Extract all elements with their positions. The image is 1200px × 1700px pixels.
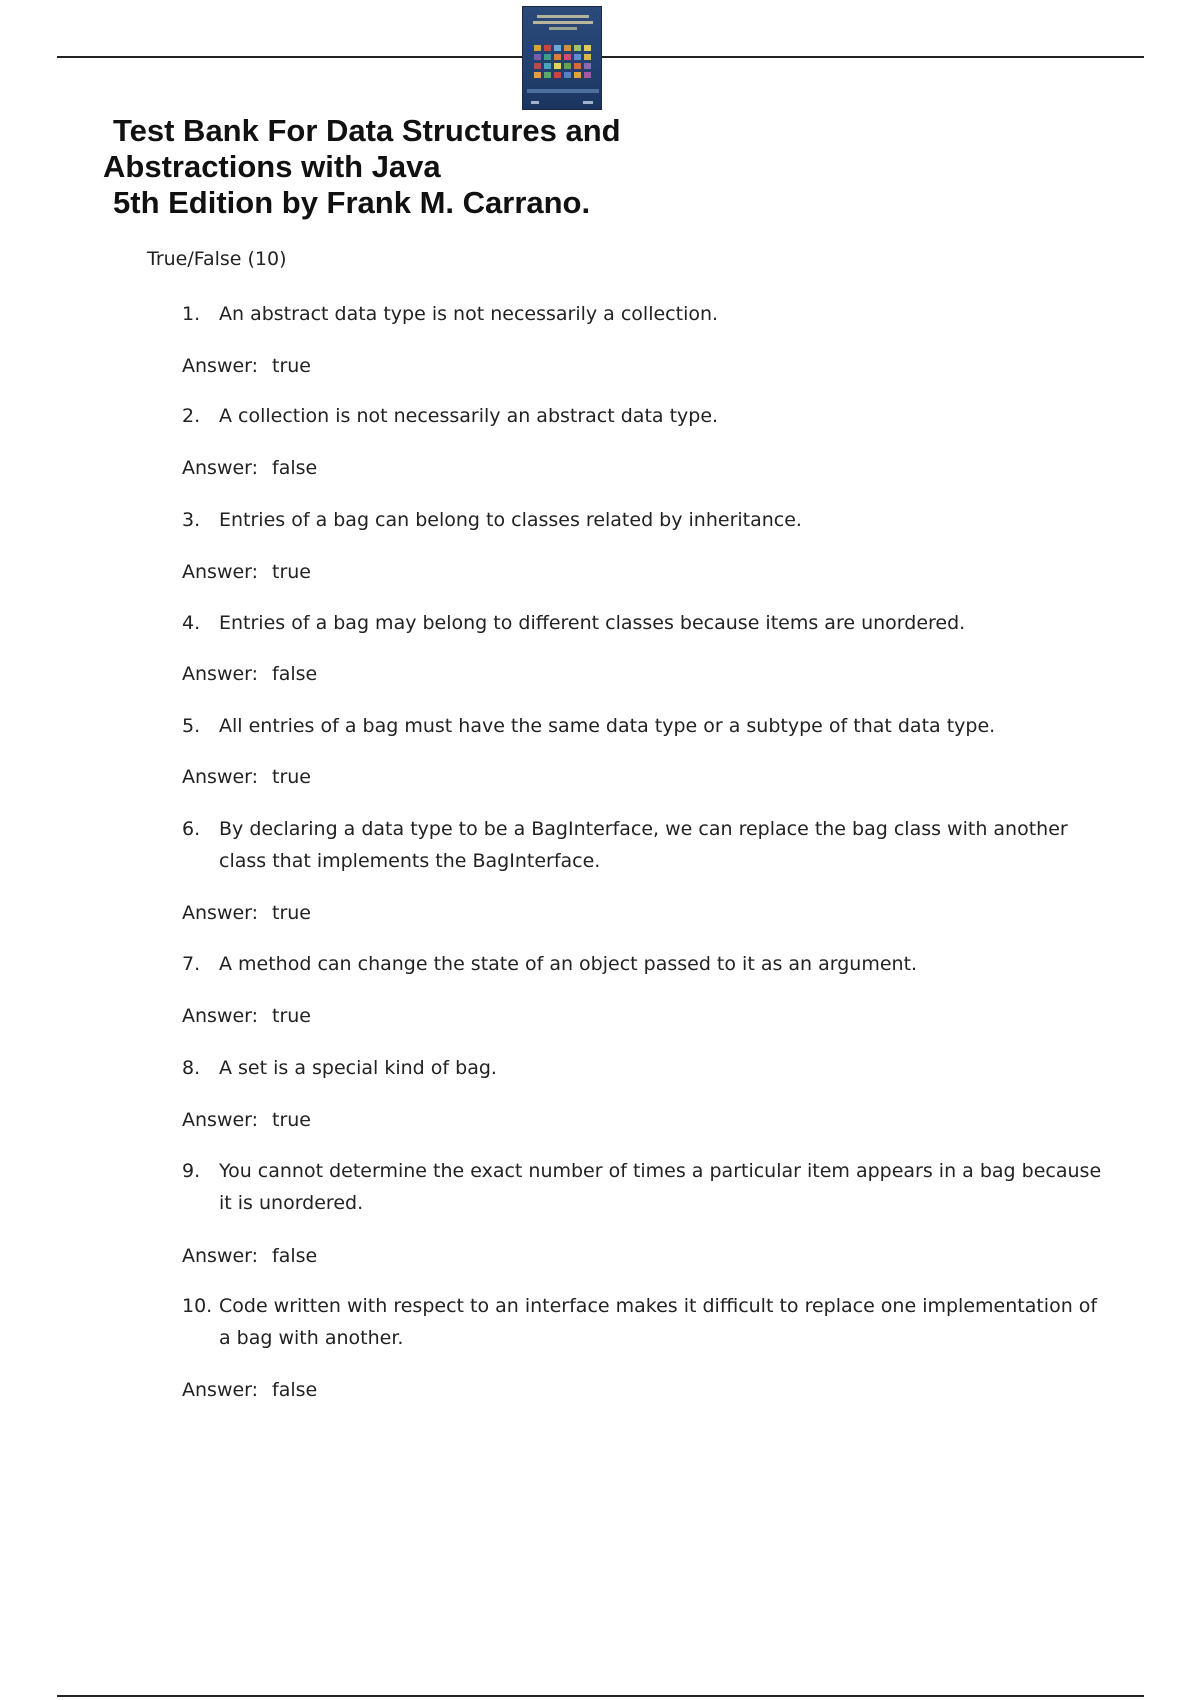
answer-line [182,761,311,793]
answer-line [182,1240,317,1272]
question-text: You cannot determine the exact number of times a particular item appears in a bag because it is unordered. [219,1160,1102,1214]
answer-value: true [272,561,311,583]
question-number: 9. [182,1160,201,1182]
question-number: 3. [182,509,201,531]
answer-value: true [272,902,311,924]
answer-label: Answer: [182,1109,259,1131]
answer-value: false [272,457,318,479]
answer-line [182,556,311,588]
answer-label: Answer: [182,663,259,685]
answer-value: false [272,663,318,685]
answer-label: Answer: [182,561,259,583]
answer-line [182,1104,311,1136]
question-text: A collection is not necessarily an abstract data type. [219,405,719,427]
book-cover-image [522,6,602,110]
answer-value: true [272,1005,311,1027]
question-item [182,813,1102,877]
question-number: 6. [182,818,201,840]
question-number: 5. [182,715,201,737]
answer-value: true [272,766,311,788]
question-item [182,298,1102,330]
answer-value: true [272,1109,311,1131]
answer-value: true [272,355,311,377]
footer-rule [57,1695,1144,1697]
answer-value: false [272,1245,318,1267]
title-line-3: 5th Edition by Frank M. Carrano. [113,185,591,220]
question-item [182,1155,1102,1219]
question-item [182,400,1102,432]
question-number: 4. [182,612,201,634]
question-number: 2. [182,405,201,427]
question-text: An abstract data type is not necessarily a collection. [219,303,719,325]
title-line-2: Abstractions with Java [103,149,441,184]
answer-label: Answer: [182,902,259,924]
question-item [182,948,1102,980]
answer-label: Answer: [182,355,259,377]
question-item [182,504,1102,536]
question-text: Entries of a bag may belong to different classes because items are unordered. [219,612,966,634]
question-text: A set is a special kind of bag. [219,1057,497,1079]
question-number: 7. [182,953,201,975]
question-text: Entries of a bag can belong to classes related by inheritance. [219,509,802,531]
question-number: 10. [182,1295,213,1317]
question-item [182,1052,1102,1084]
question-text: A method can change the state of an object passed to it as an argument. [219,953,918,975]
section-heading: True/False (10) [147,248,287,270]
question-item [182,607,1102,639]
answer-label: Answer: [182,766,259,788]
question-text: All entries of a bag must have the same data type or a subtype of that data type. [219,715,996,737]
answer-line [182,658,317,690]
question-text: By declaring a data type to be a BagInterface, we can replace the bag class with another class that implements the BagInterface. [219,818,1068,872]
answer-line [182,897,311,929]
answer-line [182,1000,311,1032]
question-number: 1. [182,303,201,325]
answer-label: Answer: [182,457,259,479]
answer-line [182,350,311,382]
answer-label: Answer: [182,1379,259,1401]
answer-label: Answer: [182,1005,259,1027]
question-item [182,710,1102,742]
question-number: 8. [182,1057,201,1079]
question-item [182,1290,1102,1354]
answer-value: false [272,1379,318,1401]
answer-line [182,452,317,484]
title-line-1: Test Bank For Data Structures and [113,113,621,148]
question-text: Code written with respect to an interface makes it difficult to replace one implementation of a bag with another. [219,1295,1098,1349]
document-title [103,113,621,221]
answer-label: Answer: [182,1245,259,1267]
answer-line [182,1374,317,1406]
